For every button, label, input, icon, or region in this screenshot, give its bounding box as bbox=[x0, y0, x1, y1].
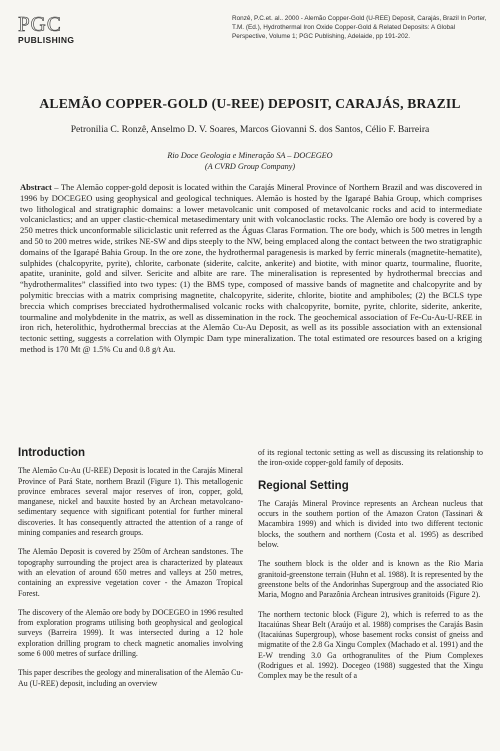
affiliation-line-2: (A CVRD Group Company) bbox=[204, 162, 296, 171]
author-list: Petronilia C. Ronzê, Anselmo D. V. Soares, Marcos Giovanni S. dos Santos, Célio F. Barreira bbox=[70, 124, 430, 135]
paragraph: of its regional tectonic setting as well as discussing its relationship to the iron-oxide copper-gold family of deposits. bbox=[258, 448, 483, 468]
paragraph: The southern block is the older and is known as the Rio Maria granitoid-greenstone terrain (Huhn et al. 1988). It is represented by the greenstone belts of the Andorinhas Supergroup and the associated Rio Maria, Mogno and Parazônia Archean intrusives granitoids (Figure 2). bbox=[258, 559, 483, 600]
abstract bbox=[20, 182, 482, 355]
affiliation-line-1: Rio Doce Geologia e Mineração SA – DOCEGEO bbox=[167, 151, 333, 160]
abstract-text: – The Alemão copper-gold deposit is located within the Carajás Mineral Province of Northern Brazil and was discovered in 1996 by DOCEGEO using geophysical and geological techniques. Alemão is hosted by the Igarapé Bahia Group, which comprises two lithological and stratigraphic domains: a lower metavolcanic unit composed of metavolcanic rocks and acid to intermediate volcaniclastics; and an upper clastic-chemical metasedimentary unit with volcanoclastic rocks. The Alemão ore body is covered by a 250 metres thick unconformable siliciclastic unit referred as the Águas Claras Formation. The ore body, which is 500 metres in length and 50 to 200 metres wide, strikes NE-SW and dips steeply to the NW, being emplaced along the contact between the two stratigraphic domains of the Igarapé Bahia Group. In the ore zone, the hydrothermal paragenesis is marked by ferric minerals (magnetite-hematite), sulphides (chalcopyrite, pyrite), chlorite, carbonate (siderite, calcite, ankerite) and biotite, with minor quartz, tourmaline, fluorite, apatite, uraninite, gold and silver. Sericite and albite are rare. The mineralisation is represented by hydrothermal breccias and “hydrothermalites” classified into two types: (1) the BMS type, composed of massive bands of magnetite and chalcopyrite and by polymitic breccias with a matrix comprising magnetite, chalcopyrite, siderite, chlorite, biotite and amphiboles; (2) the BCLS type breccia which comprises brecciated hydrothermalised volcanic rocks with chalcopyrite, bornite, pyrite, chlorite, siderite, ankerite, tourmaline and molybdenite in the matrix, as well as dissemination in the rock. The geochemical association of Fe-Cu-Au-U-REE in iron rich, heterolithic, hydrothermal breccias at the Alemão Cu-Au Deposit, as well as its possible association with an extensional tectonic setting, suggests a correlation with Olympic Dam type mineralization. The total estimated ore resources based on a kriging method is 170 Mt @ 1.5% Cu and 0.8 g/t Au. bbox=[20, 182, 482, 354]
section-heading-introduction: Introduction bbox=[18, 447, 86, 459]
affiliation bbox=[0, 150, 500, 172]
logo-text: PUBLISHING bbox=[18, 35, 75, 45]
paper-title: ALEMÃO COPPER-GOLD (U-REE) DEPOSIT, CARAJÁS, BRAZIL bbox=[39, 96, 461, 111]
logo-mark: PGC bbox=[18, 12, 62, 36]
paragraph: The Carajás Mineral Province represents an Archean nucleus that occurs in the southern portion of the Amazon Craton (Tassinari & Macambira 1999) and which is divided into two different tectonic blocks, the southern and northern (Costa et al. 1995) as described below. bbox=[258, 498, 483, 550]
paragraph: The discovery of the Alemão ore body by DOCEGEO in 1996 resulted from exploration programs utilising both geophysical and geological surveys (Barreira 1999). It was intersected during a 12 hole exploration drilling program to check magnetic anomalies involving some 6 000 metres of surface drilling. bbox=[18, 607, 243, 659]
citation: Ronzê, P.C.et. al.. 2000 - Alemão Copper-Gold (U-REE) Deposit, Carajás, Brazil In Porter, T.M. (Ed.), Hydrothermal Iron Oxide Copper-Gold & Related Deposits: A Global Perspective, Volume 1; PGC Publishing, Adelaide, pp 191-202. bbox=[232, 15, 487, 41]
left-column bbox=[18, 448, 243, 698]
paragraph: This paper describes the geology and mineralisation of the Alemão Cu-Au (U-REE) deposit, including an overview bbox=[18, 668, 243, 688]
publisher-logo bbox=[18, 14, 90, 45]
paragraph: The Alemão Deposit is covered by 250m of Archean sandstones. The topography surrounding the project area is characterized by plateaux with an elevation of around 650 metres and valleys at 250 metres, containing an expressive vegetation cover - the Amazon Tropical Forest. bbox=[18, 547, 243, 598]
paragraph: The northern tectonic block (Figure 2), which is referred to as the Itacaiúnas Shear Belt (Araújo et al. 1988) comprises the Carajás Basin (Itacaiúnas Supergroup), whose basement rocks consist of gneiss and migmatite of the 2.8 Ga Xingu Complex (Machado et al. 1991) and the E-W trending 3.0 Ga orthogranulites of the Pium Complexes (Rodrigues et al. 1992). Docegeo (1988) suggested that the Xingu Complex may be the result of a bbox=[258, 609, 483, 681]
right-column bbox=[258, 448, 483, 691]
abstract-label: Abstract bbox=[20, 182, 52, 192]
paragraph: The Alemão Cu-Au (U-REE) Deposit is located in the Carajás Mineral Province of Pará State, northern Brazil (Figure 1). This metallogenic province embraces several major reserves of iron, copper, gold, manganese, nickel and bauxite hosted by an Archean metavolcano-sedimentary sequence with significant potential for further mineral discoveries. It has consequently attracted the attention of a range of mining companies and research groups. bbox=[18, 466, 243, 538]
section-heading-regional-setting: Regional Setting bbox=[258, 479, 349, 492]
